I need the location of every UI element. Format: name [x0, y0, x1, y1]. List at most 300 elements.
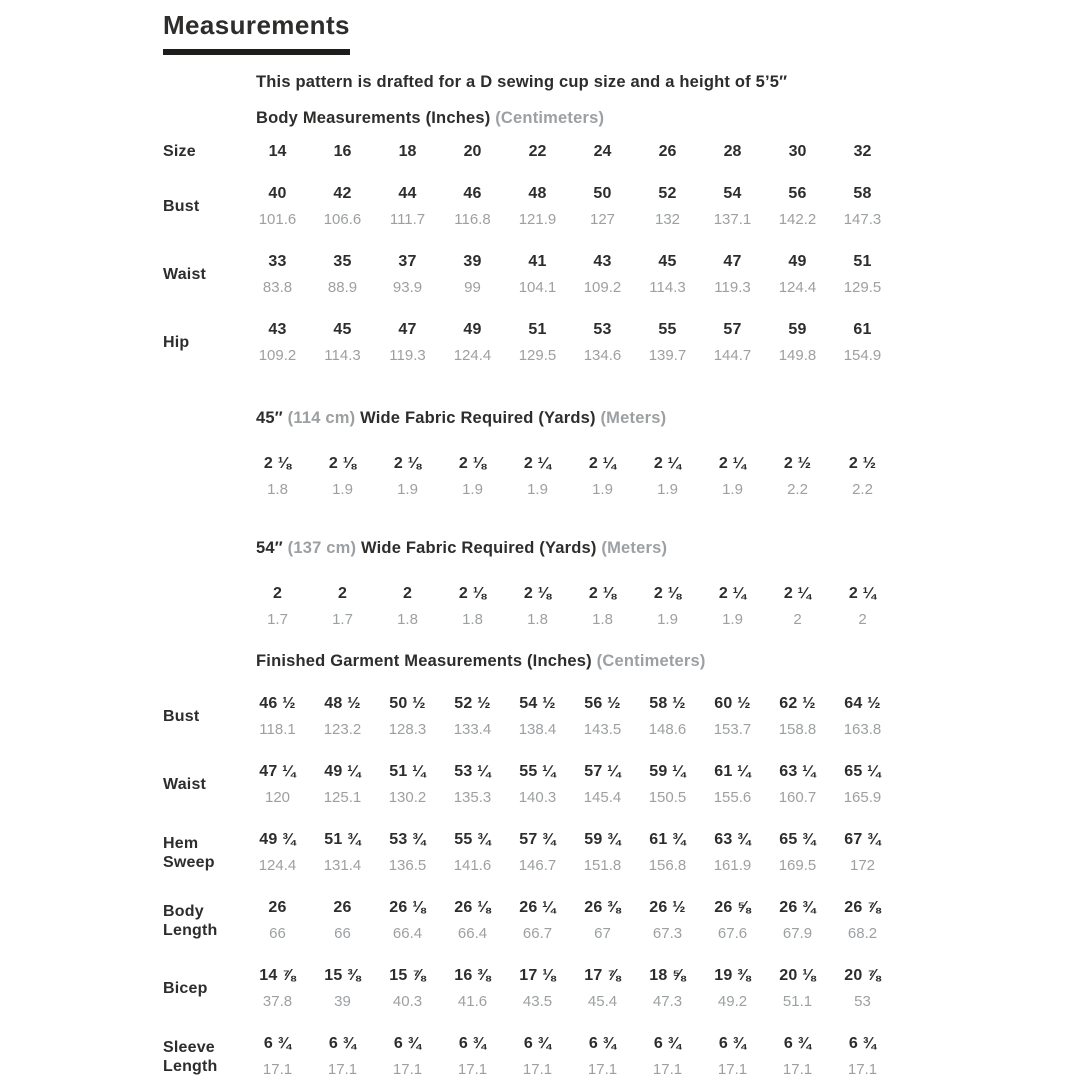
- metric-value: 66.7: [522, 925, 553, 942]
- measurement-cell: [830, 694, 895, 739]
- imperial-value: 53 ¾: [389, 831, 426, 848]
- imperial-value: 64 ½: [844, 695, 881, 712]
- measurement-cell: [505, 898, 570, 943]
- measurement-cell: [440, 584, 505, 629]
- metric-value: 1.8: [267, 481, 288, 498]
- metric-value: 147.3: [843, 211, 882, 228]
- imperial-value: 49: [788, 253, 807, 270]
- metric-value: 119.3: [714, 279, 751, 296]
- metric-value: 1.7: [332, 611, 353, 628]
- measurement-cell: [635, 320, 700, 365]
- metric-value: 1.9: [592, 481, 613, 498]
- metric-value: 66.4: [457, 925, 488, 942]
- imperial-value: 19 ⅜: [714, 967, 751, 984]
- metric-value: 1.8: [462, 611, 483, 628]
- metric-value: 67.6: [717, 925, 748, 942]
- metric-value: 1.9: [332, 481, 353, 498]
- metric-value: 124.4: [778, 279, 817, 296]
- imperial-value: 26: [268, 899, 287, 916]
- metric-value: 109.2: [583, 279, 622, 296]
- measurement-cell: [245, 762, 310, 807]
- metric-value: 142.2: [778, 211, 817, 228]
- imperial-value: 57: [723, 321, 742, 338]
- imperial-value: 26 ⅞: [844, 899, 881, 916]
- imperial-value: 26 ⅛: [389, 899, 426, 916]
- measurement-cell: [375, 762, 440, 807]
- imperial-value: 43: [593, 253, 612, 270]
- metric-value: 45.4: [587, 993, 618, 1010]
- measurement-cell: [375, 584, 440, 629]
- size-row-values: [245, 142, 895, 161]
- imperial-value: 26 ¾: [779, 899, 816, 916]
- measurement-cell: [440, 966, 505, 1011]
- fabric-54-heading: [256, 539, 910, 558]
- metric-value: 148.6: [648, 721, 687, 738]
- metric-value: 1.9: [397, 481, 418, 498]
- imperial-value: 62 ½: [779, 695, 816, 712]
- metric-value: 1.9: [722, 481, 743, 498]
- garment-heading-centimeters: (Centimeters): [596, 652, 706, 670]
- metric-value: 141.6: [453, 857, 492, 874]
- imperial-value: 2 ¼: [783, 585, 812, 602]
- metric-value: 158.8: [778, 721, 817, 738]
- measurement-cell: [765, 898, 830, 943]
- metric-value: 1.9: [657, 481, 678, 498]
- measurement-cell: [570, 252, 635, 297]
- measurement-cell: [245, 898, 310, 943]
- metric-value: 136.5: [388, 857, 427, 874]
- measurement-row: [163, 762, 910, 807]
- metric-value: 17.1: [522, 1061, 553, 1078]
- metric-value: 140.3: [518, 789, 557, 806]
- measurement-cell: [635, 898, 700, 943]
- measurement-cell: [505, 1034, 570, 1079]
- measurement-cell: [830, 966, 895, 1011]
- metric-value: 1.8: [592, 611, 613, 628]
- metric-value: 17.1: [847, 1061, 878, 1078]
- metric-value: 109.2: [258, 347, 297, 364]
- measurement-cell: [310, 252, 375, 297]
- metric-value: 1.8: [397, 611, 418, 628]
- measurement-cell: [700, 584, 765, 629]
- measurement-cell: [245, 252, 310, 297]
- measurement-cell: [375, 898, 440, 943]
- measurement-cell: [440, 830, 505, 875]
- imperial-value: 49 ¾: [259, 831, 296, 848]
- metric-value: 1.9: [462, 481, 483, 498]
- imperial-value: 56 ½: [584, 695, 621, 712]
- measurement-cell: [505, 584, 570, 629]
- imperial-value: 50 ½: [389, 695, 426, 712]
- metric-value: 49.2: [717, 993, 748, 1010]
- fabric-54-row: [163, 584, 910, 629]
- size-value: 20: [463, 143, 482, 160]
- metric-value: 1.9: [527, 481, 548, 498]
- imperial-value: 51: [853, 253, 872, 270]
- measurement-cell: [505, 830, 570, 875]
- metric-value: 66: [269, 925, 286, 942]
- imperial-value: 26 ¼: [519, 899, 556, 916]
- measurement-cell: [375, 694, 440, 739]
- size-value: 26: [658, 143, 677, 160]
- measurement-cell: [310, 898, 375, 943]
- imperial-value: 6 ¾: [653, 1035, 682, 1052]
- imperial-value: 63 ¾: [714, 831, 751, 848]
- imperial-value: 54: [723, 185, 742, 202]
- imperial-value: 6 ¾: [328, 1035, 357, 1052]
- imperial-value: 6 ¾: [458, 1035, 487, 1052]
- measurement-cell: [765, 584, 830, 629]
- imperial-value: 63 ¼: [779, 763, 816, 780]
- measurement-cell: [635, 830, 700, 875]
- row-values: [245, 966, 895, 1011]
- imperial-value: 48: [528, 185, 547, 202]
- row-values: [245, 898, 895, 943]
- measurement-cell: [310, 762, 375, 807]
- metric-value: 134.6: [583, 347, 622, 364]
- size-value: 18: [398, 143, 417, 160]
- imperial-value: 6 ¾: [718, 1035, 747, 1052]
- measurement-row: [163, 252, 910, 297]
- metric-value: 17.1: [457, 1061, 488, 1078]
- finished-garment-heading: [256, 652, 910, 671]
- row-label: Body Length: [163, 902, 218, 939]
- measurement-cell: [570, 898, 635, 943]
- metric-value: 118.1: [259, 721, 296, 738]
- measurement-cell: [765, 762, 830, 807]
- imperial-value: 26 ⅝: [714, 899, 751, 916]
- metric-value: 111.7: [389, 211, 426, 228]
- imperial-value: 49 ¼: [324, 763, 361, 780]
- measurement-cell: [505, 762, 570, 807]
- measurement-cell: [440, 898, 505, 943]
- metric-value: 119.3: [389, 347, 426, 364]
- imperial-value: 2 ½: [848, 455, 877, 472]
- metric-value: 43.5: [522, 993, 553, 1010]
- measurement-cell: [375, 830, 440, 875]
- imperial-value: 2 ⅛: [393, 455, 422, 472]
- imperial-value: 2 ¼: [718, 585, 747, 602]
- row-values: [245, 1034, 895, 1079]
- imperial-value: 39: [463, 253, 482, 270]
- metric-value: 17.1: [717, 1061, 748, 1078]
- imperial-value: 45: [333, 321, 352, 338]
- metric-value: 1.9: [657, 611, 678, 628]
- metric-value: 125.1: [323, 789, 362, 806]
- measurement-cell: [635, 184, 700, 229]
- measurement-row: [163, 694, 910, 739]
- imperial-value: 2: [402, 585, 413, 602]
- measurement-cell: [830, 320, 895, 365]
- metric-value: 17.1: [262, 1061, 293, 1078]
- row-label: Hem Sweep: [163, 834, 215, 871]
- measurement-cell: [505, 966, 570, 1011]
- metric-value: 150.5: [648, 789, 687, 806]
- measurement-cell: [700, 694, 765, 739]
- imperial-value: 51: [528, 321, 547, 338]
- imperial-value: 20 ⅛: [779, 967, 816, 984]
- measurement-cell: [310, 694, 375, 739]
- imperial-value: 17 ⅛: [519, 967, 556, 984]
- fabric-54-width-cm: (137 cm): [287, 539, 357, 557]
- imperial-value: 2 ¼: [588, 455, 617, 472]
- measurement-cell: [440, 1034, 505, 1079]
- imperial-value: 45: [658, 253, 677, 270]
- measurement-cell: [440, 694, 505, 739]
- measurement-cell: [765, 830, 830, 875]
- imperial-value: 26: [333, 899, 352, 916]
- imperial-value: 2: [272, 585, 283, 602]
- fabric-45-row: [163, 454, 910, 499]
- metric-value: 143.5: [583, 721, 622, 738]
- imperial-value: 60 ½: [714, 695, 751, 712]
- row-label: Sleeve Length: [163, 1038, 218, 1075]
- imperial-value: 2 ⅛: [458, 455, 487, 472]
- imperial-value: 52: [658, 185, 677, 202]
- metric-value: 121.9: [518, 211, 557, 228]
- row-label: Bust: [163, 708, 200, 725]
- metric-value: 146.7: [518, 857, 557, 874]
- measurement-cell: [375, 966, 440, 1011]
- metric-value: 169.5: [778, 857, 817, 874]
- row-values: [245, 694, 895, 739]
- measurement-cell: [440, 762, 505, 807]
- imperial-value: 58 ½: [649, 695, 686, 712]
- measurement-cell: [830, 830, 895, 875]
- measurement-cell: [830, 762, 895, 807]
- metric-value: 114.3: [649, 279, 686, 296]
- measurement-cell: [570, 1034, 635, 1079]
- metric-value: 160.7: [778, 789, 817, 806]
- imperial-value: 52 ½: [454, 695, 491, 712]
- imperial-value: 2 ¼: [718, 455, 747, 472]
- measurement-cell: [570, 694, 635, 739]
- row-values: [245, 830, 895, 875]
- row-label: Waist: [163, 776, 207, 793]
- metric-value: 120: [264, 789, 291, 806]
- measurement-row: [163, 320, 910, 365]
- metric-value: 104.1: [518, 279, 557, 296]
- metric-value: 124.4: [453, 347, 492, 364]
- imperial-value: 48 ½: [324, 695, 361, 712]
- metric-value: 67: [594, 925, 611, 942]
- measurement-cell: [375, 184, 440, 229]
- measurement-cell: [440, 320, 505, 365]
- metric-value: 151.8: [583, 857, 622, 874]
- metric-value: 17.1: [327, 1061, 358, 1078]
- imperial-value: 26 ⅛: [454, 899, 491, 916]
- imperial-value: 56: [788, 185, 807, 202]
- imperial-value: 61 ¼: [714, 763, 751, 780]
- imperial-value: 2 ⅛: [328, 455, 357, 472]
- measurement-cell: [505, 252, 570, 297]
- imperial-value: 46 ½: [259, 695, 296, 712]
- imperial-value: 46: [463, 185, 482, 202]
- metric-value: 37.8: [262, 993, 293, 1010]
- imperial-value: 6 ¾: [523, 1035, 552, 1052]
- size-value: 30: [788, 143, 807, 160]
- metric-value: 2.2: [852, 481, 873, 498]
- row-values: [245, 184, 895, 229]
- imperial-value: 2 ¼: [653, 455, 682, 472]
- metric-value: 41.6: [457, 993, 488, 1010]
- metric-value: 149.8: [778, 347, 817, 364]
- size-value: 28: [723, 143, 742, 160]
- metric-value: 154.9: [843, 347, 882, 364]
- measurement-row: [163, 898, 910, 943]
- imperial-value: 43: [268, 321, 287, 338]
- imperial-value: 55: [658, 321, 677, 338]
- metric-value: 40.3: [392, 993, 423, 1010]
- measurement-cell: [570, 320, 635, 365]
- measurement-cell: [635, 454, 700, 499]
- metric-value: 1.7: [267, 611, 288, 628]
- measurement-row: [163, 966, 910, 1011]
- measurement-cell: [440, 252, 505, 297]
- imperial-value: 54 ½: [519, 695, 556, 712]
- imperial-value: 2 ⅛: [263, 455, 292, 472]
- metric-value: 17.1: [782, 1061, 813, 1078]
- imperial-value: 61 ¾: [649, 831, 686, 848]
- metric-value: 88.9: [327, 279, 358, 296]
- metric-value: 161.9: [713, 857, 752, 874]
- measurement-cell: [830, 184, 895, 229]
- metric-value: 172: [849, 857, 876, 874]
- measurement-cell: [700, 830, 765, 875]
- row-values: [245, 320, 895, 365]
- imperial-value: 6 ¾: [263, 1035, 292, 1052]
- metric-value: 51.1: [782, 993, 813, 1010]
- imperial-value: 16 ⅜: [454, 967, 491, 984]
- metric-value: 66.4: [392, 925, 423, 942]
- measurement-cell: [635, 584, 700, 629]
- measurement-cell: [310, 1034, 375, 1079]
- imperial-value: 18 ⅝: [649, 967, 686, 984]
- metric-value: 68.2: [847, 925, 878, 942]
- row-label: Bust: [163, 198, 200, 215]
- metric-value: 17.1: [392, 1061, 423, 1078]
- metric-value: 165.9: [843, 789, 882, 806]
- garment-heading-inches: Finished Garment Measurements (Inches): [256, 652, 592, 670]
- imperial-value: 47: [398, 321, 417, 338]
- row-values: [245, 762, 895, 807]
- measurement-cell: [310, 320, 375, 365]
- metric-value: 47.3: [652, 993, 683, 1010]
- metric-value: 2: [858, 611, 867, 628]
- imperial-value: 2 ¼: [848, 585, 877, 602]
- imperial-value: 6 ¾: [393, 1035, 422, 1052]
- garment-measurement-rows: [163, 694, 910, 1079]
- measurement-cell: [505, 454, 570, 499]
- metric-value: 123.2: [323, 721, 362, 738]
- fabric-45-width-cm: (114 cm): [287, 409, 356, 427]
- imperial-value: 51 ¼: [389, 763, 426, 780]
- measurement-cell: [375, 1034, 440, 1079]
- metric-value: 101.6: [258, 211, 297, 228]
- imperial-value: 55 ¾: [454, 831, 491, 848]
- measurement-cell: [700, 966, 765, 1011]
- row-label: Waist: [163, 266, 207, 283]
- row-label: Bicep: [163, 980, 208, 997]
- imperial-value: 65 ¾: [779, 831, 816, 848]
- metric-value: 156.8: [648, 857, 687, 874]
- measurement-cell: [700, 1034, 765, 1079]
- imperial-value: 40: [268, 185, 287, 202]
- metric-value: 124.4: [258, 857, 297, 874]
- measurement-cell: [765, 1034, 830, 1079]
- metric-value: 163.8: [843, 721, 882, 738]
- measurement-cell: [765, 694, 830, 739]
- imperial-value: 15 ⅜: [324, 967, 361, 984]
- imperial-value: 35: [333, 253, 352, 270]
- measurement-cell: [700, 184, 765, 229]
- metric-value: 153.7: [713, 721, 752, 738]
- imperial-value: 49: [463, 321, 482, 338]
- measurement-cell: [310, 830, 375, 875]
- body-heading-centimeters: (Centimeters): [495, 109, 605, 127]
- imperial-value: 17 ⅞: [584, 967, 621, 984]
- measurement-cell: [635, 1034, 700, 1079]
- measurement-cell: [700, 898, 765, 943]
- imperial-value: 59: [788, 321, 807, 338]
- measurement-cell: [700, 762, 765, 807]
- metric-value: 155.6: [713, 789, 752, 806]
- metric-value: 66: [334, 925, 351, 942]
- metric-value: 53: [854, 993, 871, 1010]
- metric-value: 114.3: [324, 347, 361, 364]
- body-measurements-heading: [256, 109, 910, 128]
- measurement-row: [163, 1034, 910, 1079]
- fabric-45-meters-label: (Meters): [600, 409, 667, 427]
- imperial-value: 65 ¼: [844, 763, 881, 780]
- measurement-cell: [310, 454, 375, 499]
- imperial-value: 53 ¼: [454, 763, 491, 780]
- measurement-cell: [830, 584, 895, 629]
- imperial-value: 26 ⅜: [584, 899, 621, 916]
- metric-value: 137.1: [713, 211, 752, 228]
- imperial-value: 41: [528, 253, 547, 270]
- page-title: Measurements: [163, 10, 350, 55]
- measurement-cell: [245, 454, 310, 499]
- fabric-45-yards-label: Wide Fabric Required (Yards): [360, 409, 596, 427]
- intro-text: This pattern is drafted for a D sewing cup size and a height of 5’5″: [256, 73, 788, 91]
- fabric-54-values: [245, 584, 895, 629]
- imperial-value: 26 ½: [649, 899, 686, 916]
- size-value: 16: [333, 143, 352, 160]
- measurement-row: [163, 184, 910, 229]
- metric-value: 39: [334, 993, 351, 1010]
- metric-value: 99: [464, 279, 481, 296]
- metric-value: 67.9: [782, 925, 813, 942]
- metric-value: 128.3: [388, 721, 427, 738]
- imperial-value: 37: [398, 253, 417, 270]
- measurement-cell: [765, 252, 830, 297]
- imperial-value: 51 ¾: [324, 831, 361, 848]
- imperial-value: 2 ⅛: [588, 585, 617, 602]
- measurement-cell: [505, 320, 570, 365]
- measurement-cell: [635, 762, 700, 807]
- measurement-row: [163, 830, 910, 875]
- imperial-value: 44: [398, 185, 417, 202]
- row-label: Hip: [163, 334, 190, 351]
- imperial-value: 59 ¾: [584, 831, 621, 848]
- measurement-cell: [440, 454, 505, 499]
- imperial-value: 58: [853, 185, 872, 202]
- measurement-cell: [505, 184, 570, 229]
- imperial-value: 2 ¼: [523, 455, 552, 472]
- imperial-value: 50: [593, 185, 612, 202]
- measurement-cell: [310, 184, 375, 229]
